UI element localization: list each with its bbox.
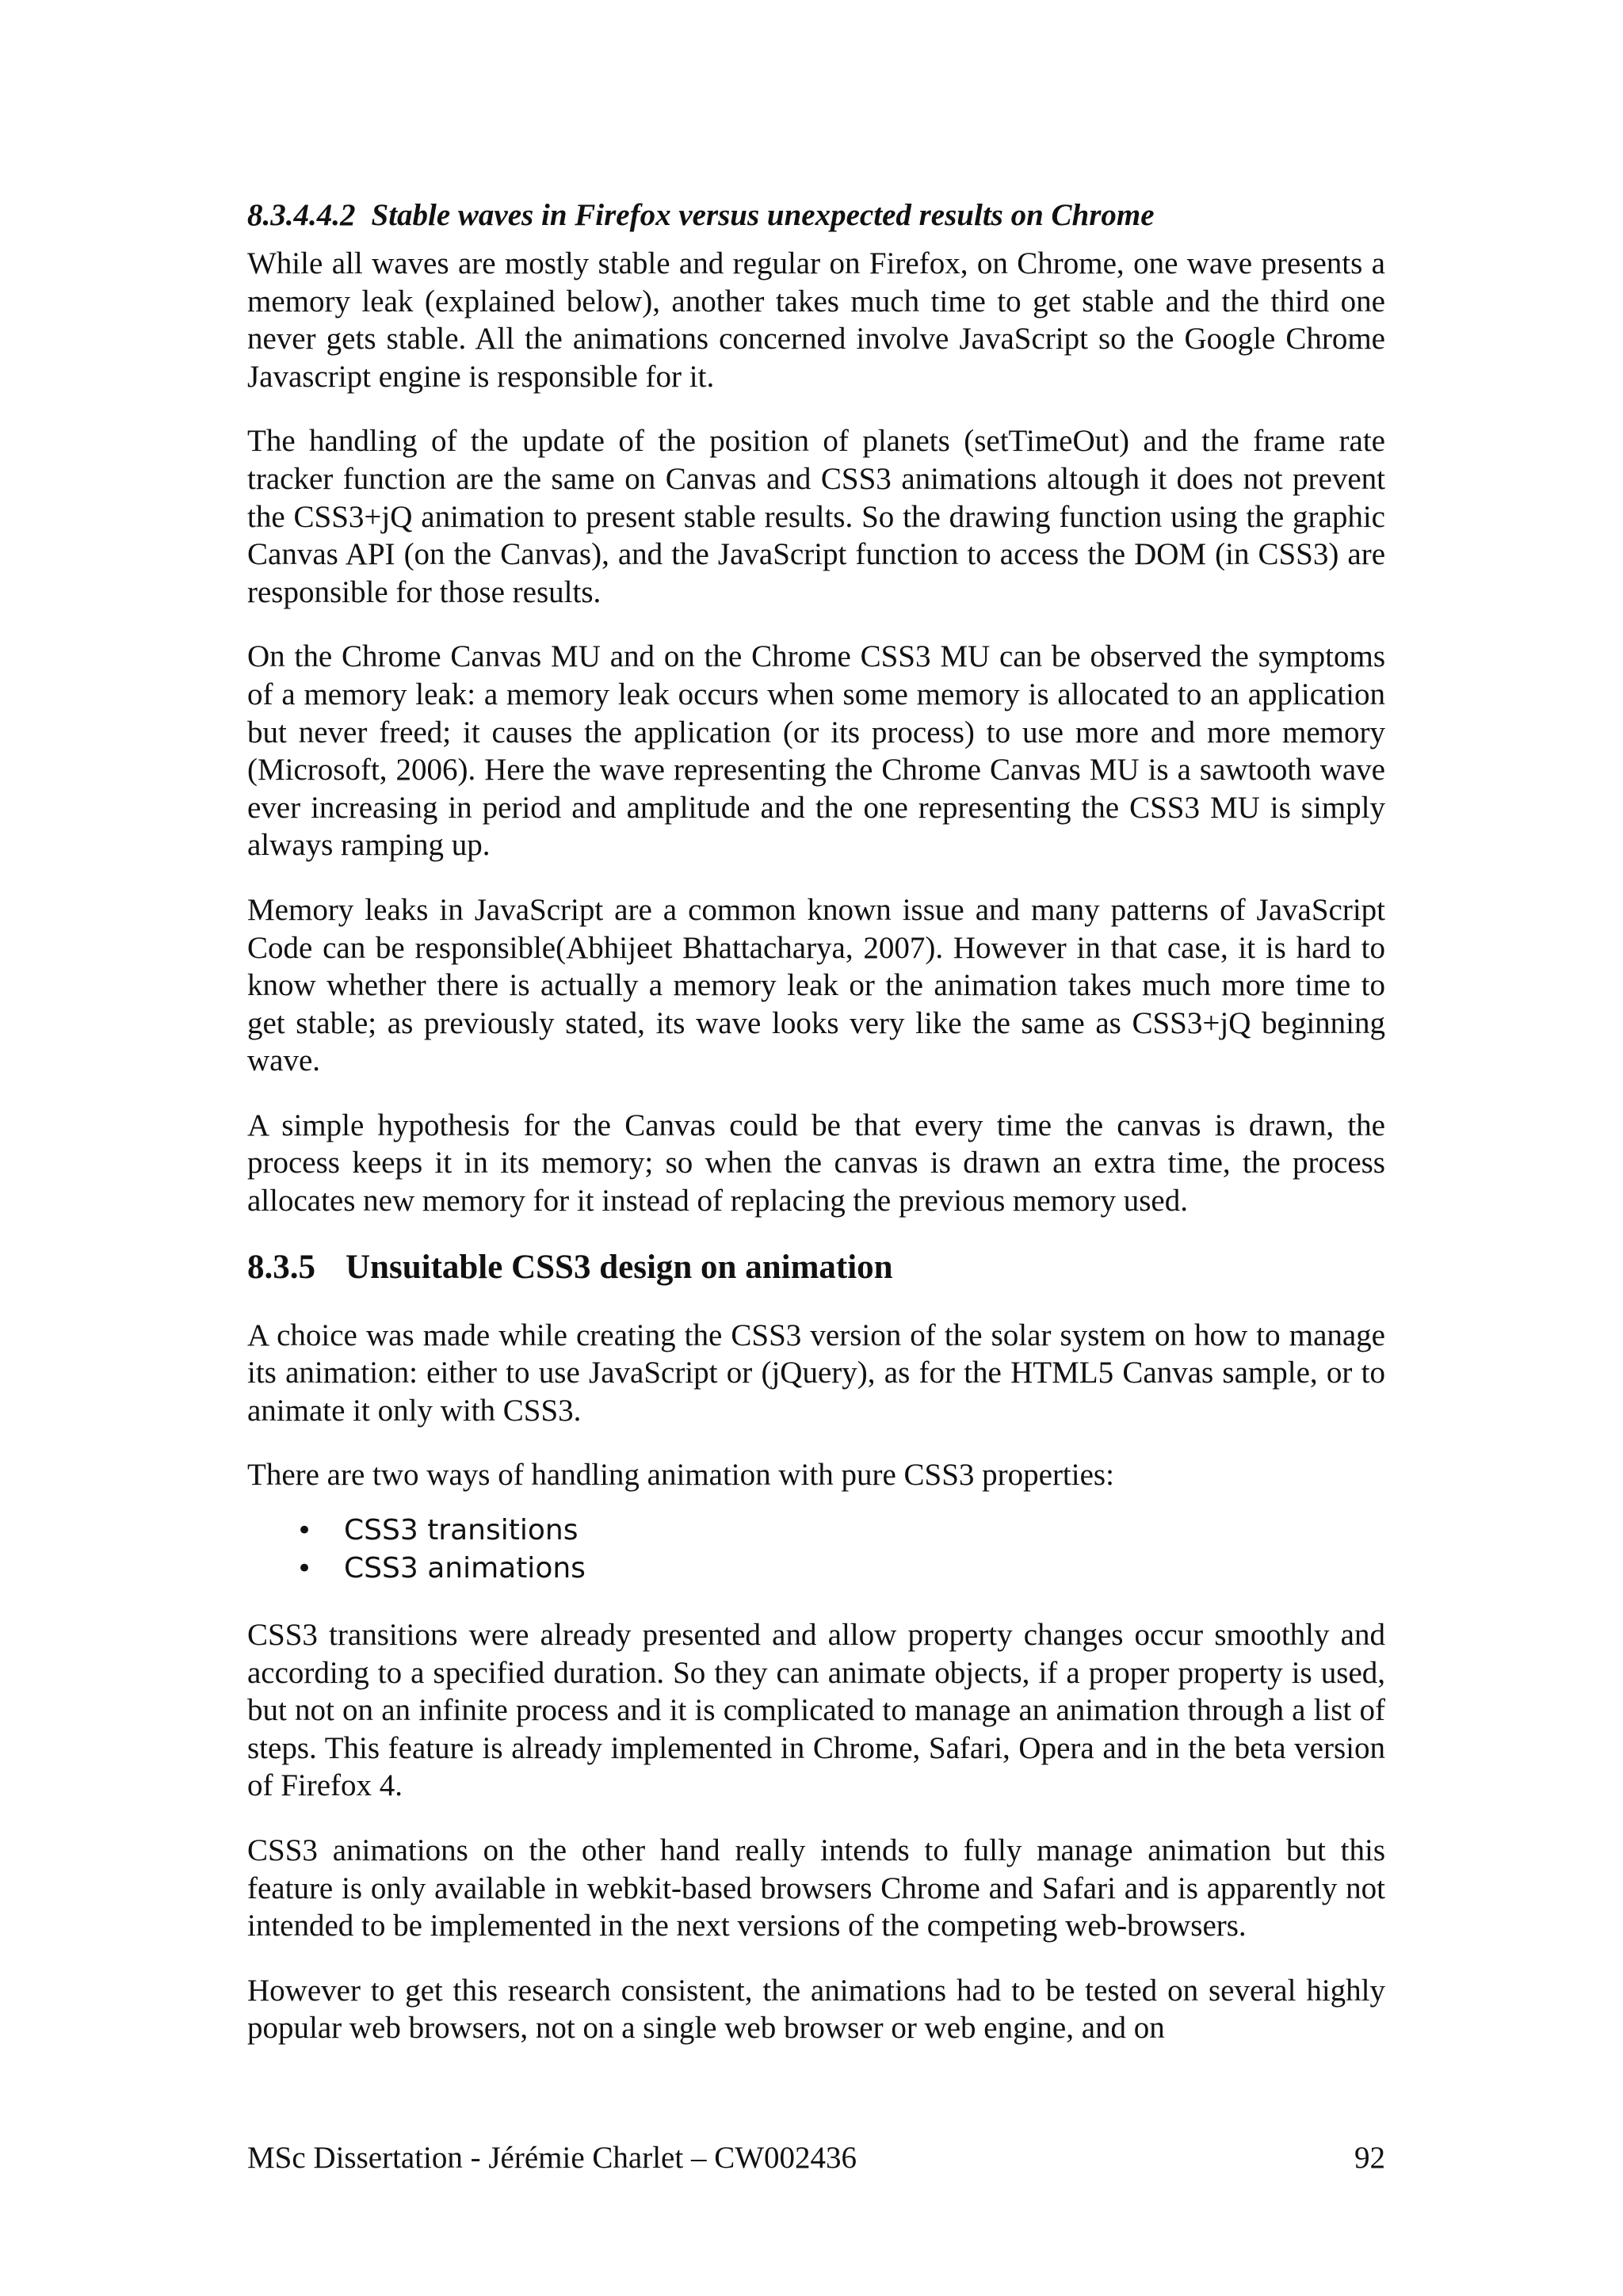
page-footer [247, 2139, 1385, 2177]
paragraph: A simple hypothesis for the Canvas could be that every time the canvas is drawn, the process keeps it in its memory; so when the canvas is drawn an extra time, the process allocates new memory for it instead of replacing the previous memory used. [247, 1108, 1385, 1219]
paragraph: However to get this research consistent, the animations had to be tested on several highly popular web browsers, not on a single web browser or web engine, and on [247, 1973, 1385, 2046]
bullet-icon: • [296, 1515, 313, 1547]
subsection-title: Unsuitable CSS3 design on animation [346, 1248, 893, 1286]
subsection-heading [247, 1247, 1385, 1288]
document-page [247, 0, 1385, 2296]
page-number: 92 [1354, 2141, 1385, 2175]
section-heading [247, 196, 1155, 235]
section-title: Stable waves in Firefox versus unexpected results on Chrome [371, 198, 1155, 232]
paragraph: CSS3 animations on the other hand really intends to fully manage animation but this feature is only available in webkit-based browsers Chrome and Safari and is apparently not intended to be implemented in the next versions of the competing web-browsers. [247, 1833, 1385, 1943]
document-body [247, 245, 1385, 2074]
subsection-number: 8.3.5 [247, 1248, 315, 1286]
paragraph: A choice was made while creating the CSS3 version of the solar system on how to manage its animation: either to use JavaScript or (jQuery), as for the HTML5 Canvas sample, or to animate it only with CSS3. [247, 1318, 1385, 1428]
list-item-text: CSS3 animations [344, 1552, 586, 1585]
list-item [247, 1512, 1385, 1550]
list-item-text: CSS3 transitions [344, 1514, 579, 1547]
list-item [247, 1550, 1385, 1588]
footer-title: MSc Dissertation - Jérémie Charlet – CW002436 [247, 2141, 857, 2175]
section-number: 8.3.4.4.2 [247, 198, 356, 232]
paragraph: There are two ways of handling animation with pure CSS3 properties: [247, 1458, 1114, 1493]
paragraph: While all waves are mostly stable and regular on Firefox, on Chrome, one wave presents a memory leak (explained below), another takes much time to get stable and the third one never gets stable. All the animations concerned involve JavaScript so the Google Chrome Javascript engine is responsible for it. [247, 246, 1385, 394]
paragraph: Memory leaks in JavaScript are a common known issue and many patterns of JavaScript Code can be responsible(Abhijeet Bhattacharya, 2007). However in that case, it is hard to know whether there is actually a memory leak or the animation takes much more time to get stable; as previously stated, its wave looks very like the same as CSS3+jQ beginning wave. [247, 892, 1385, 1078]
bullet-icon: • [296, 1553, 313, 1585]
paragraph: The handling of the update of the position of planets (setTimeOut) and the frame rate tracker function are the same on Canvas and CSS3 animations altough it does not prevent the CSS3+jQ animation to present stable results. So the drawing function using the graphic Canvas API (on the Canvas), and the JavaScript function to access the DOM (in CSS3) are responsible for those results. [247, 424, 1385, 609]
bullet-list [247, 1512, 1385, 1588]
paragraph: CSS3 transitions were already presented and allow property changes occur smoothly and according to a specified duration. So they can animate objects, if a proper property is used, but not on an infinite process and it is complicated to manage an animation through a list of steps. This feature is already implemented in Chrome, Safari, Opera and in the beta version of Firefox 4. [247, 1618, 1385, 1803]
paragraph: On the Chrome Canvas MU and on the Chrome CSS3 MU can be observed the symptoms of a memory leak: a memory leak occurs when some memory is allocated to an application but never freed; it causes the application (or its process) to use more and more memory (Microsoft, 2006). Here the wave representing the Chrome Canvas MU is a sawtooth wave ever increasing in period and amplitude and the one representing the CSS3 MU is simply always ramping up. [247, 639, 1385, 863]
